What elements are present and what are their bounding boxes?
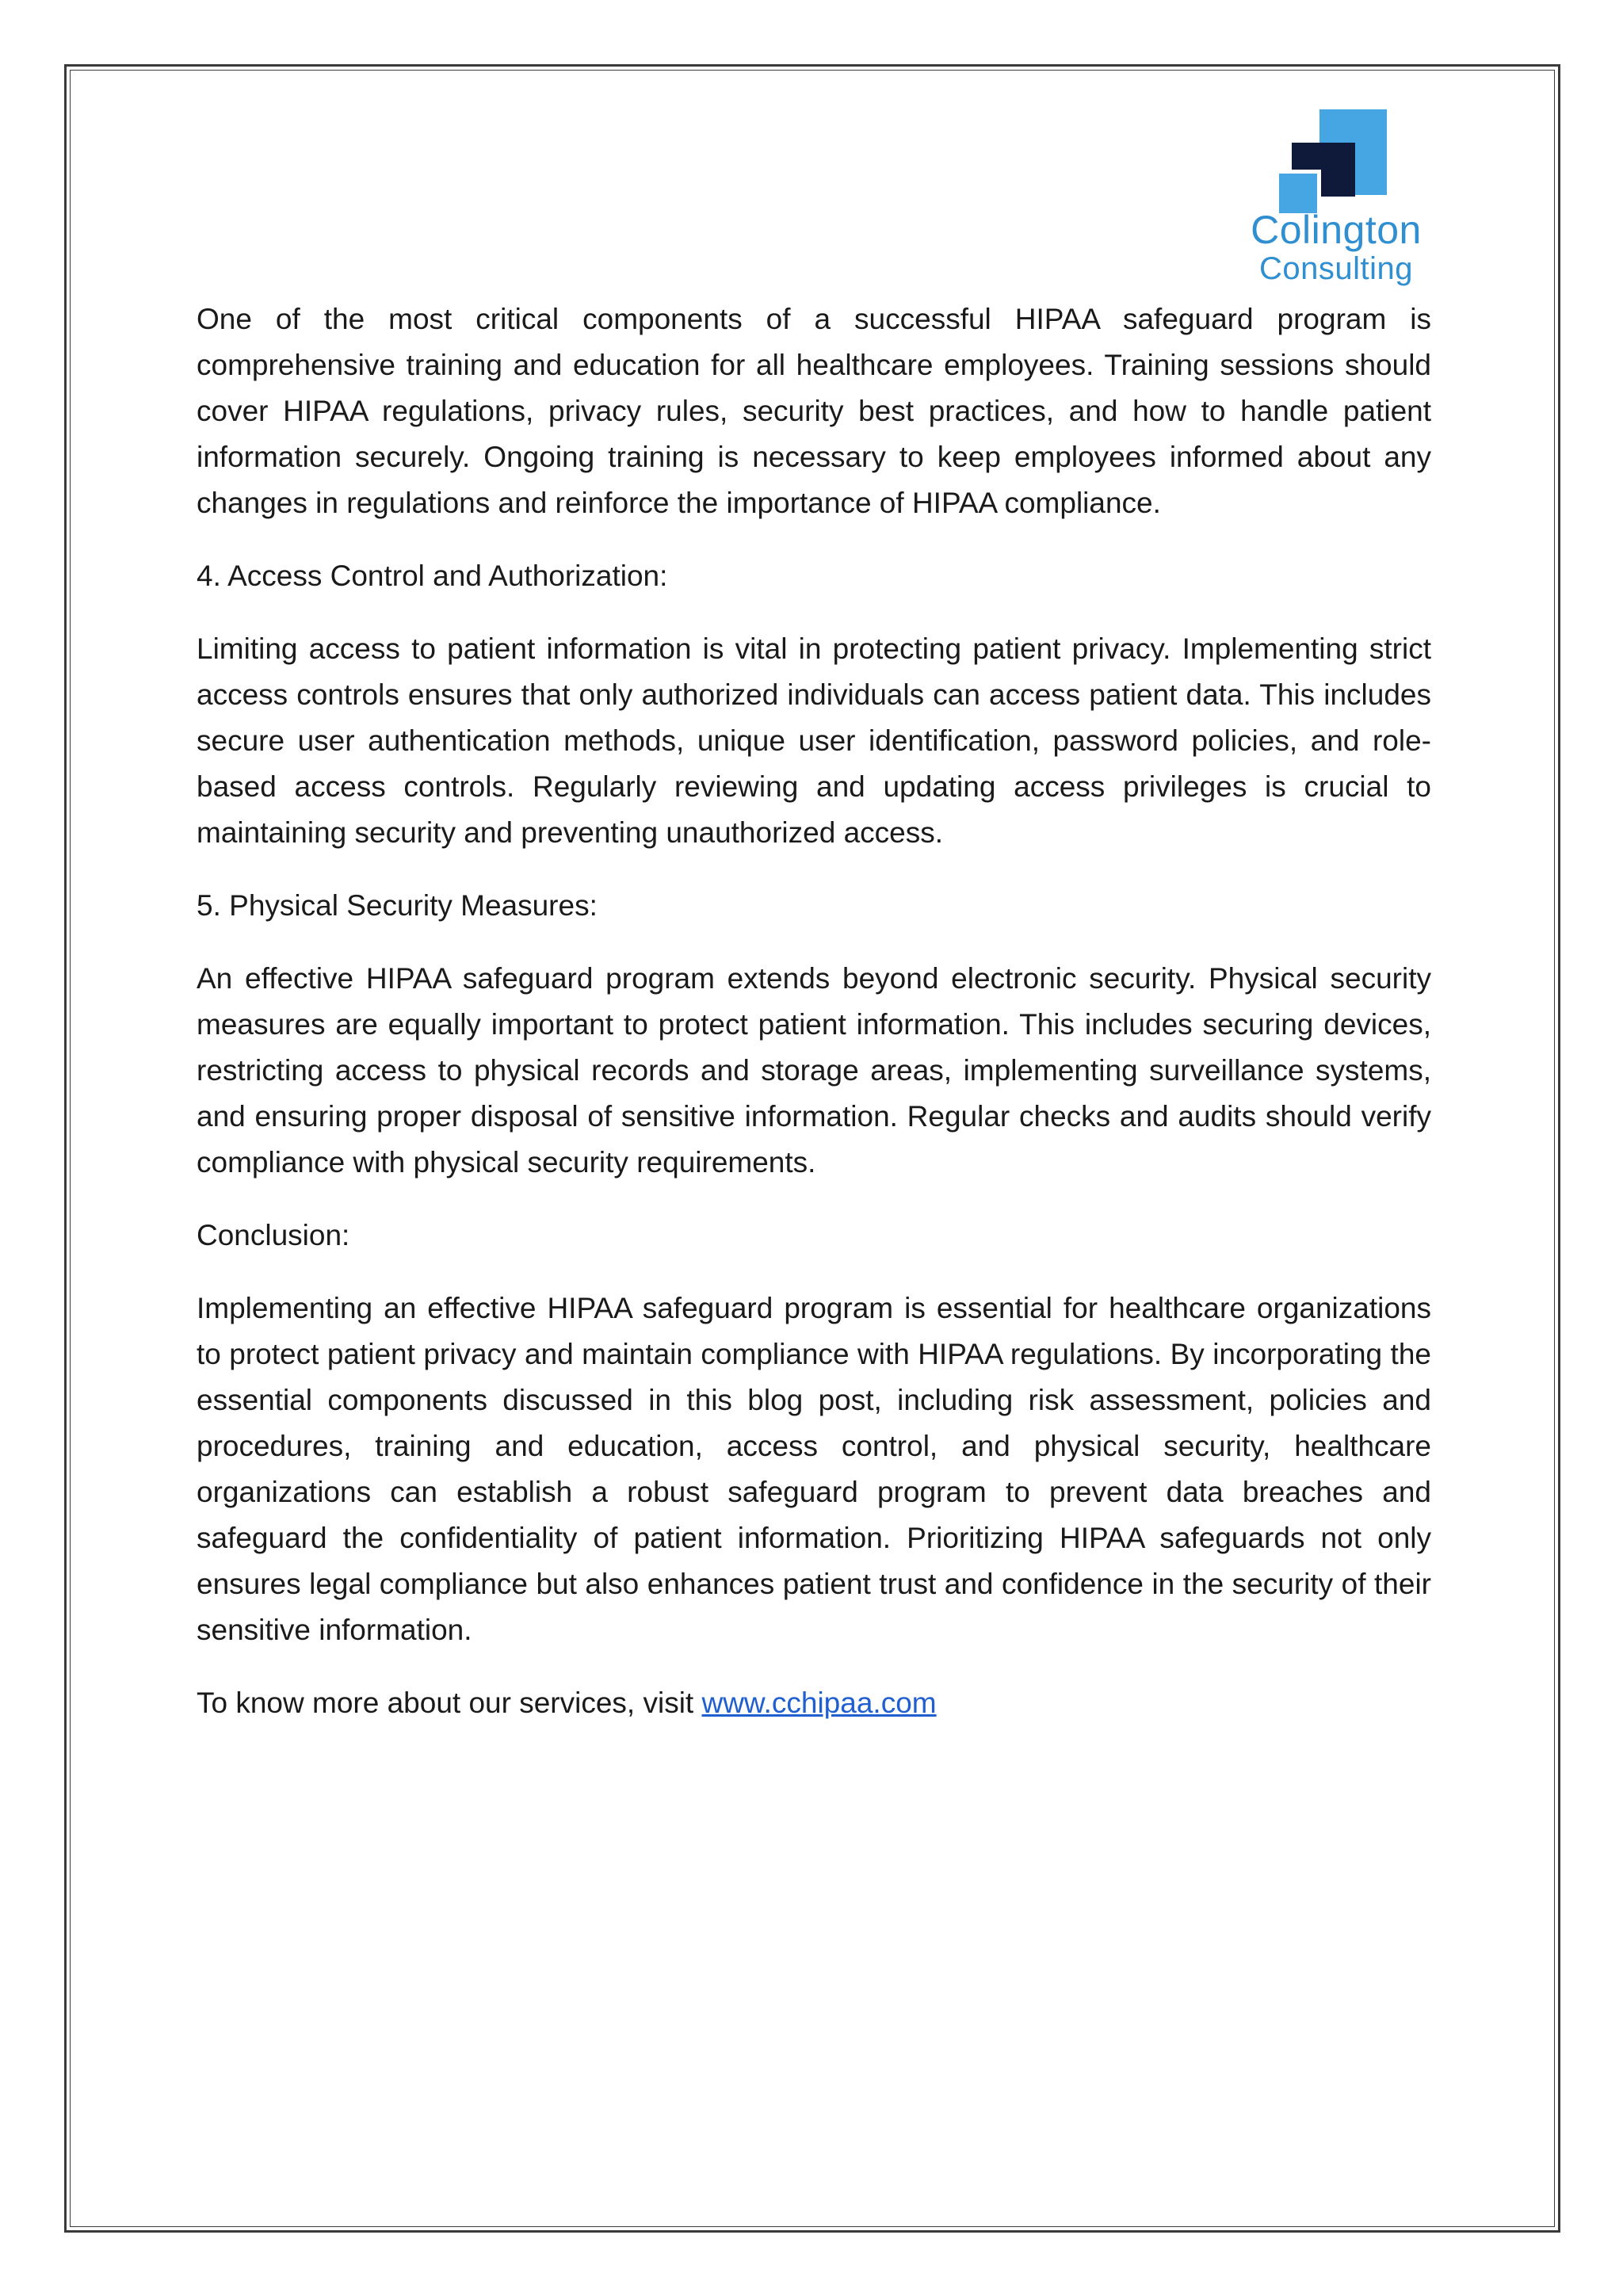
document-body	[197, 296, 1431, 1753]
conclusion-paragraph: Implementing an effective HIPAA safeguard program is essential for healthcare organizations to protect patient privacy and maintain compliance with HIPAA regulations. By incorporating the essential components discussed in this blog post, including risk assessment, policies and procedures, training and education, access control, and physical security, healthcare organizations can establish a robust safeguard program to prevent data breaches and safeguard the confidentiality of patient information. Prioritizing HIPAA safeguards not only ensures legal compliance but also enhances patient trust and confidence in the security of their sensitive information.	[197, 1292, 1431, 1646]
intro-paragraph: One of the most critical components of a successful HIPAA safeguard program is comprehensive training and education for all healthcare employees. Training sessions should cover HIPAA regulations, privacy rules, security best practices, and how to handle patient information securely. Ongoing training is necessary to keep employees informed about any changes in regulations and reinforce the importance of HIPAA compliance.	[197, 303, 1431, 519]
cta-text: To know more about our services, visit	[197, 1687, 702, 1719]
physical-security-paragraph: An effective HIPAA safeguard program extends beyond electronic security. Physical security measures are equally important to protect patient information. This includes securing devices, restricting access to physical records and storage areas, implementing surveillance systems, and ensuring proper disposal of sensitive information. Regular checks and audits should verify compliance with physical security requirements.	[197, 962, 1431, 1179]
cta-line	[197, 1680, 1431, 1726]
section-heading-physical-security: 5. Physical Security Measures:	[197, 889, 598, 922]
section-heading-conclusion: Conclusion:	[197, 1219, 350, 1251]
logo-squares-icon	[1279, 109, 1387, 211]
logo-wordmark-line2: Consulting	[1258, 251, 1413, 286]
logo-wordmark-line1: Colington	[1251, 208, 1422, 252]
logo-square-light-front	[1279, 170, 1321, 213]
website-link[interactable]: www.cchipaa.com	[701, 1687, 937, 1719]
company-logo	[1227, 109, 1433, 293]
access-control-paragraph: Limiting access to patient information is vital in protecting patient privacy. Implementing strict access controls ensures that only authorized individuals can access patient data. This includes secure user authentication methods, unique user identification, password policies, and role-based access controls. Regularly reviewing and updating access privileges is crucial to maintaining security and preventing unauthorized access.	[197, 632, 1431, 849]
section-heading-access-control: 4. Access Control and Authorization:	[197, 560, 668, 592]
